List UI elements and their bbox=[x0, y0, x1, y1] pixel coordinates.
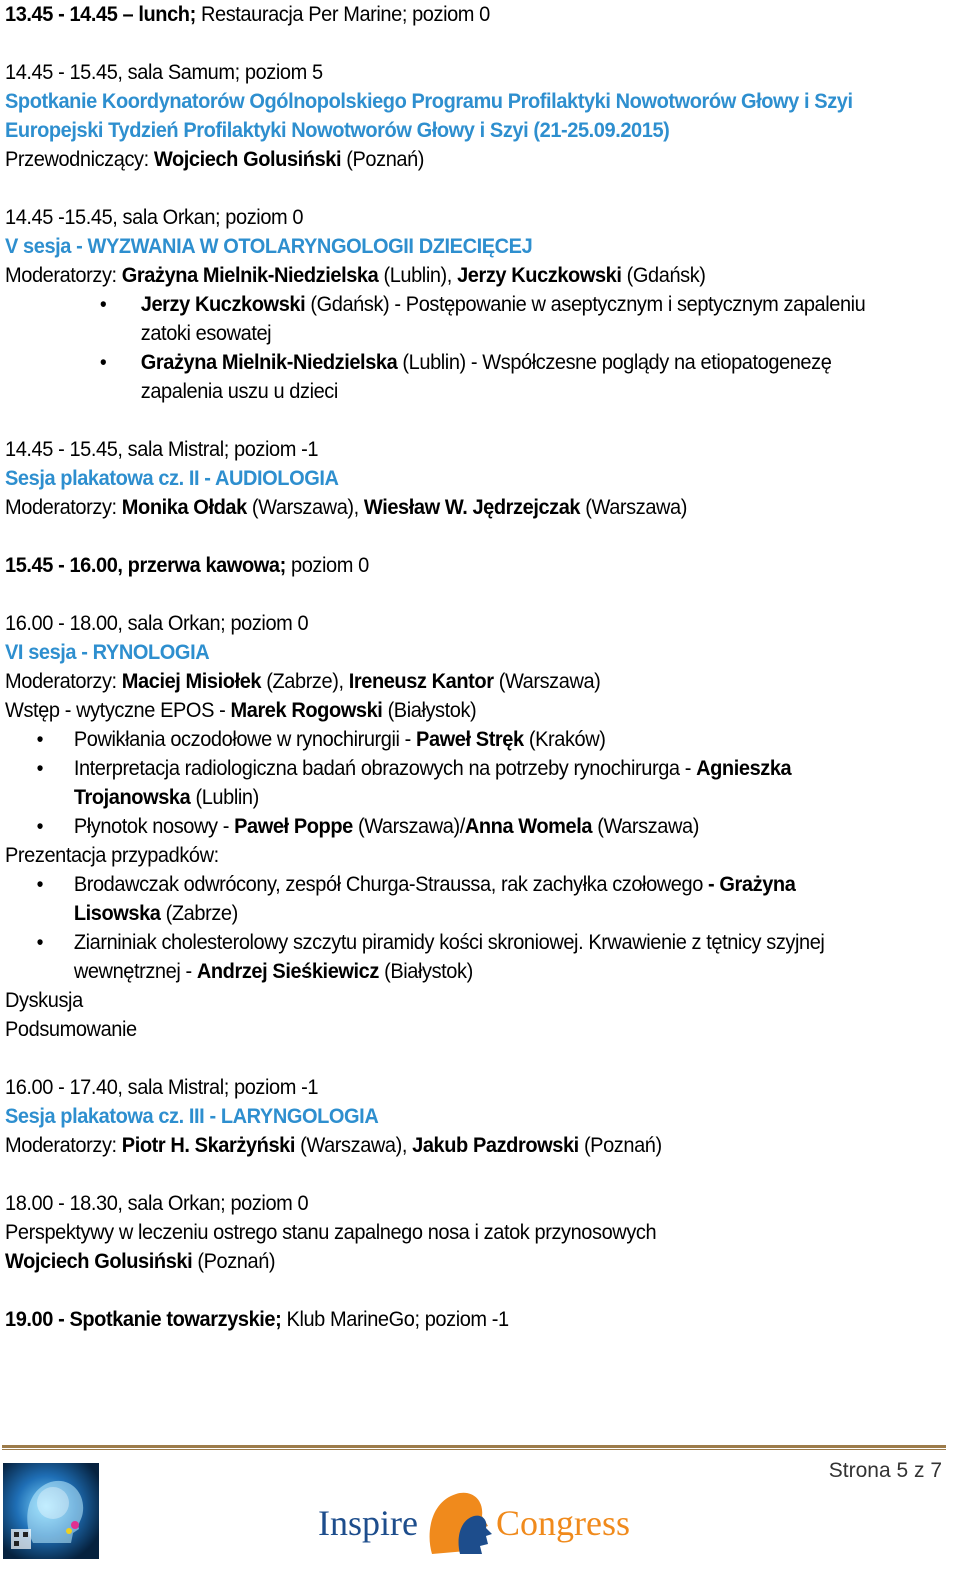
session-title: V sesja - WYZWANIA W OTOLARYNGOLOGII DZIECIĘCEJ bbox=[5, 234, 533, 258]
session-time-room: 18.00 - 18.30, sala Orkan; poziom 0 bbox=[5, 1191, 309, 1215]
moderators-line: Moderatorzy: Monika Ołdak (Warszawa), Wiesław W. Jędrzejczak (Warszawa) bbox=[5, 495, 688, 519]
bullet-icon: • bbox=[99, 351, 107, 374]
moderators-line: Moderatorzy: Grażyna Mielnik-Niedzielska (Lublin), Jerzy Kuczkowski (Gdańsk) bbox=[5, 263, 706, 287]
moderators-line: Moderatorzy: Piotr H. Skarżyński (Warszawa), Jakub Pazdrowski (Poznań) bbox=[5, 1133, 662, 1157]
list-item: • Płynotok nosowy - Paweł Poppe (Warszawa)/Anna Womela (Warszawa) bbox=[5, 812, 879, 841]
case-heading: Prezentacja przypadków: bbox=[5, 843, 219, 867]
session-title: Sesja plakatowa cz. II - AUDIOLOGIA bbox=[5, 466, 339, 490]
bullet-icon: • bbox=[36, 815, 44, 838]
footer-rule bbox=[2, 1449, 946, 1450]
break-line: 15.45 - 16.00, przerwa kawowa; poziom 0 bbox=[5, 553, 369, 577]
bullet-icon: • bbox=[36, 757, 44, 780]
lecture-title: Perspektywy w leczeniu ostrego stanu zapalnego nosa i zatok przynosowych bbox=[5, 1220, 657, 1244]
session-title: Sesja plakatowa cz. III - LARYNGOLOGIA bbox=[5, 1104, 379, 1128]
session-time-room: 16.00 - 18.00, sala Orkan; poziom 0 bbox=[5, 611, 309, 635]
inspire-congress-logo: Inspire Congress bbox=[318, 1486, 648, 1556]
list-item: • Grażyna Mielnik-Niedzielska (Lublin) - Współczesne poglądy na etiopatogenezę zapalenia uszu u dzieci bbox=[99, 350, 832, 403]
session-title: Europejski Tydzień Profilaktyki Nowotworów Głowy i Szyi (21-25.09.2015) bbox=[5, 118, 670, 142]
session-time-room: 14.45 -15.45, sala Orkan; poziom 0 bbox=[5, 205, 304, 229]
bullet-icon: • bbox=[99, 293, 107, 316]
bullet-icon: • bbox=[36, 728, 44, 751]
bullet-icon: • bbox=[36, 931, 44, 954]
bullet-icon: • bbox=[36, 873, 44, 896]
page-number: Strona 5 z 7 bbox=[828, 1459, 942, 1482]
chair-line: Przewodniczący: Wojciech Golusiński (Poznań) bbox=[5, 147, 425, 171]
list-item: • Interpretacja radiologiczna badań obrazowych na potrzeby rynochirurga - Agnieszka Trojanowska (Lublin) bbox=[36, 756, 792, 809]
intro-line: Wstęp - wytyczne EPOS - Marek Rogowski (Białystok) bbox=[5, 698, 477, 722]
head-scan-logo-icon bbox=[3, 1463, 99, 1559]
schedule-line: 13.45 - 14.45 – lunch; Restauracja Per Marine; poziom 0 bbox=[5, 2, 490, 26]
program-page bbox=[5, 0, 945, 1334]
list-item: • Brodawczak odwrócony, zespół Churga-Straussa, rak zachyłka czołowego - Grażyna Lisowska (Zabrze) bbox=[36, 872, 796, 925]
list-item: • Powikłania oczodołowe w rynochirurgii - Paweł Stręk (Kraków) bbox=[5, 725, 879, 754]
page-footer bbox=[0, 1441, 960, 1592]
plain-line: Podsumowanie bbox=[5, 1017, 137, 1041]
footer-rule bbox=[2, 1445, 946, 1448]
session-time-room: 16.00 - 17.40, sala Mistral; poziom -1 bbox=[5, 1075, 319, 1099]
session-time-room: 14.45 - 15.45, sala Mistral; poziom -1 bbox=[5, 437, 319, 461]
social-line: 19.00 - Spotkanie towarzyskie; Klub MarineGo; poziom -1 bbox=[5, 1307, 509, 1331]
speaker-line: Wojciech Golusiński (Poznań) bbox=[5, 1249, 276, 1273]
profile-head-icon bbox=[422, 1486, 500, 1556]
session-title: Spotkanie Koordynatorów Ogólnopolskiego Programu Profilaktyki Nowotworów Głowy i Szyi bbox=[5, 89, 853, 113]
list-item: • Jerzy Kuczkowski (Gdańsk) - Postępowanie w aseptycznym i septycznym zapaleniu zatoki esowatej bbox=[99, 292, 866, 345]
session-time-room: 14.45 - 15.45, sala Samum; poziom 5 bbox=[5, 60, 323, 84]
list-item: • Ziarniniak cholesterolowy szczytu piramidy kości skroniowej. Krwawienie z tętnicy szyjnej wewnętrznej - Andrzej Sieśkiewicz (Białystok) bbox=[36, 930, 825, 983]
plain-line: Dyskusja bbox=[5, 988, 83, 1012]
moderators-line: Moderatorzy: Maciej Misiołek (Zabrze), Ireneusz Kantor (Warszawa) bbox=[5, 669, 601, 693]
session-title: VI sesja - RYNOLOGIA bbox=[5, 640, 210, 664]
